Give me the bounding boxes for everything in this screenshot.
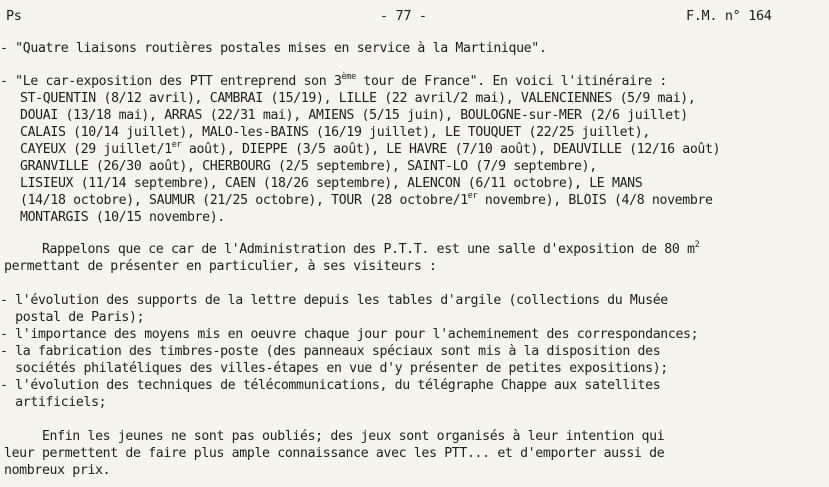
list-item: postal de Paris);	[0, 310, 145, 325]
list-item: artificiels;	[0, 395, 107, 410]
superscript: ème	[341, 72, 356, 82]
closing-paragraph: nombreux prix.	[4, 463, 111, 478]
itinerary-line: GRANVILLE (26/30 août), CHERBOURG (2/5 septembre), SAINT-LO (7/9 septembre),	[20, 159, 597, 174]
reminder-paragraph: permettant de présenter en particulier, à ses visiteurs :	[4, 259, 437, 274]
header-code: Ps	[6, 8, 22, 24]
reminder-paragraph: Rappelons que ce car de l'Administration des P.T.T. est une salle d'exposition de 80 $m^2$	[4, 240, 700, 257]
list-item: - l'évolution des techniques de télécommunications, du télégraphe Chappe aux satellites	[0, 378, 661, 393]
list-item: - l'importance des moyens mis en oeuvre chaque jour pour l'acheminement des correspondances;	[0, 327, 699, 342]
itinerary-line: CAYEUX (29 juillet/1er août), DIEPPE (3/5 août), LE HAVRE (7/10 août), DEAUVILLE (12/16 août)	[20, 140, 721, 157]
itinerary-line: ST-QUENTIN (8/12 avril), CAMBRAI (15/19), LILLE (22 avril/2 mai), VALENCIENNES (5/9 mai),	[20, 91, 696, 106]
itinerary-line: MONTARGIS (10/15 novembre).	[20, 210, 225, 225]
page-number: - 77 -	[380, 8, 427, 24]
superscript: 2	[694, 240, 700, 250]
closing-paragraph: Enfin les jeunes ne sont pas oubliés; des jeux sont organisés à leur intention qui	[4, 429, 665, 444]
list-item: - la fabrication des timbres-poste (des panneaux spéciaux sont mis à la disposition des	[0, 344, 661, 359]
closing-paragraph: leur permettent de faire plus ample connaissance avec les PTT... et d'emporter aussi de	[4, 446, 665, 461]
news-item-martinique: - "Quatre liaisons routières postales mises en service à la Martinique".	[0, 41, 547, 56]
itinerary-line: DOUAI (13/18 mai), ARRAS (22/31 mai), AMIENS (5/15 juin), BOULOGNE-sur-MER (2/6 juillet)	[20, 108, 688, 123]
list-item: sociétés philatéliques des villes-étapes en vue d'y présenter de petites expositions);	[0, 361, 668, 376]
document-reference: F.M. n° 164	[686, 8, 772, 24]
list-item: - l'évolution des supports de la lettre depuis les tables d'argile (collections du Musée	[0, 293, 668, 308]
itinerary-line: (14/18 octobre), SAUMUR (21/25 octobre), TOUR (28 octobre/1er novembre), BLOIS (4/8 novembre	[20, 191, 713, 208]
itinerary-line: LISIEUX (11/14 septembre), CAEN (18/26 septembre), ALENCON (6/11 octobre), LE MANS	[20, 176, 643, 191]
itinerary-intro: - "Le car-exposition des PTT entreprend son 3ème tour de France". En voici l'itinéraire :	[0, 72, 668, 89]
superscript: er	[171, 140, 182, 150]
itinerary-line: CALAIS (10/14 juillet), MALO-les-BAINS (16/19 juillet), LE TOUQUET (22/25 juillet),	[20, 125, 650, 140]
superscript: er	[467, 191, 478, 201]
